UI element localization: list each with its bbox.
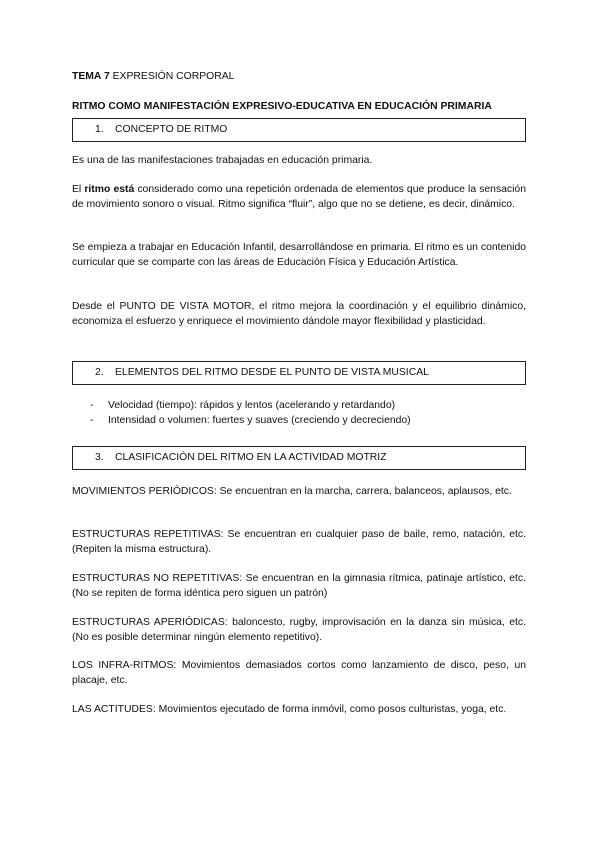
paragraph-aperiodic: ESTRUCTURAS APERIÓDICAS: baloncesto, rugby, improvisación en la danza sin música, etc. (No es posible determinar ningún elemento repetitivo). [72, 617, 526, 643]
document-title: RITMO COMO MANIFESTACIÓN EXPRESIVO-EDUCATIVA EN EDUCACIÓN PRIMARIA [72, 101, 492, 112]
paragraph-attitudes: LAS ACTITUDES: Movimientos ejecutado de forma inmóvil, como posos culturistas, yoga, etc. [72, 704, 507, 715]
paragraph-periodic: MOVIMIENTOS PERIÓDICOS: Se encuentran en la marcha, carrera, balanceos, aplausos, etc. [72, 486, 512, 497]
paragraph-infra-rhythms: LOS INFRA-RITMOS: Movimientos demasiados cortos como lanzamiento de disco, peso, un placaje, etc. [72, 660, 526, 686]
list-item-text: Intensidad o volumen: fuertes y suaves (creciendo y decreciendo) [108, 415, 411, 426]
paragraph-non-repetitive: ESTRUCTURAS NO REPETITIVAS: Se encuentran en la gimnasia rítmica, patinaje artístico, etc. (No se repiten de forma idéntica pero siguen un patrón) [72, 573, 526, 599]
topic-title: EXPRESIÓN CORPORAL [112, 71, 235, 82]
list-item [90, 415, 411, 426]
bullet-marker: - [90, 415, 94, 426]
section-heading-2 [72, 361, 526, 385]
section-heading-3 [72, 446, 526, 470]
section-number: 3. [95, 452, 104, 463]
paragraph-repetitive: ESTRUCTURAS REPETITIVAS: Se encuentran en cualquier paso de baile, remo, natación, etc. (Repiten la misma estructura). [72, 529, 526, 555]
section-heading-1 [72, 118, 526, 142]
topic-header [72, 71, 234, 82]
text-run: considerado como una repetición ordenada de elementos que produce la sensación de movimiento sonoro o visual. Ritmo significa “fluir”, algo que no se detiene, es decir, dinámico. [72, 184, 526, 210]
bullet-marker: - [90, 400, 94, 411]
paragraph-curriculum: Se empieza a trabajar en Educación Infantil, desarrollándose en primaria. El ritmo es un contenido curricular que se comparte con las áreas de Educación Física y Educación Artística. [72, 242, 526, 268]
topic-number: TEMA 7 [72, 71, 110, 82]
list-item-text: Velocidad (tiempo): rápidos y lentos (acelerando y retardando) [108, 400, 396, 411]
bold-term: ritmo está [84, 184, 135, 195]
section-title: CLASIFICACIÓN DEL RITMO EN LA ACTIVIDAD MOTRIZ [115, 452, 387, 463]
paragraph-definition [72, 183, 526, 212]
paragraph-intro: Es una de las manifestaciones trabajadas en educación primaria. [72, 155, 373, 166]
section-title: CONCEPTO DE RITMO [115, 124, 228, 135]
section-number: 2. [95, 367, 104, 378]
list-item [90, 400, 395, 411]
section-number: 1. [95, 124, 104, 135]
text-run: El [72, 184, 85, 195]
section-title: ELEMENTOS DEL RITMO DESDE EL PUNTO DE VISTA MUSICAL [115, 367, 429, 378]
paragraph-motor: Desde el PUNTO DE VISTA MOTOR, el ritmo mejora la coordinación y el equilibrio dinámico, economiza el esfuerzo y enriquece el movimiento dándole mayor flexibilidad y plasticidad. [72, 301, 526, 327]
